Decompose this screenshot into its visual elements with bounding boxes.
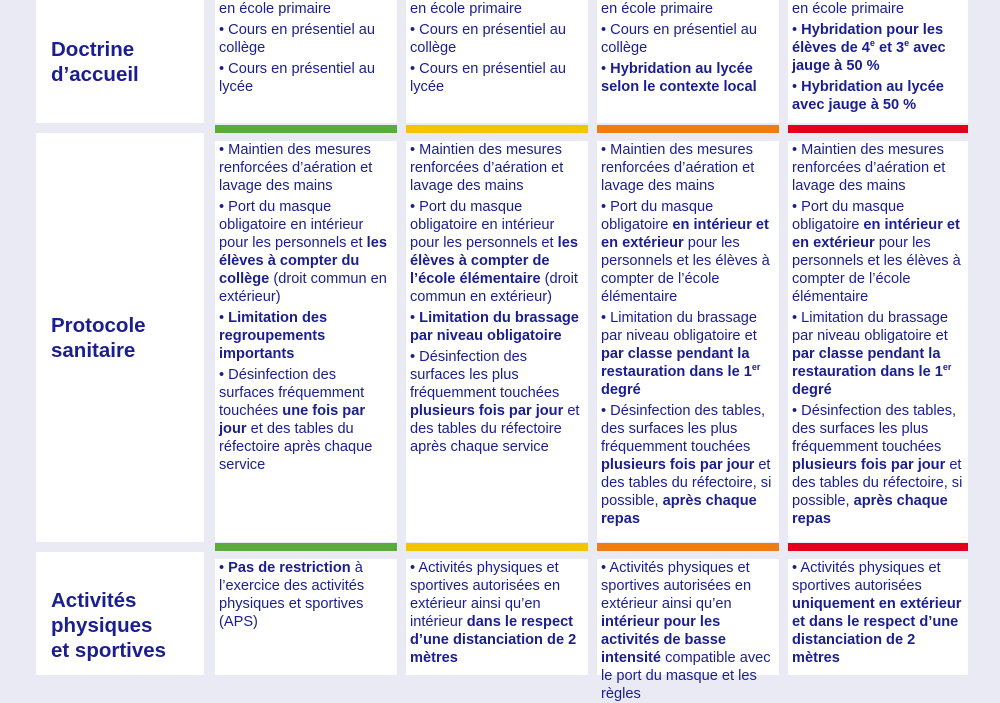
activites-col4-item1: • Activités physiques et sportives autorisées uniquement en extérieur et dans le respect d’une distanciation de 2 mètres — [792, 560, 962, 666]
protocole-col1-item3: • Limitation des regroupements importants — [219, 310, 328, 362]
doctrine-col3-item2: • Cours en présentiel au collège — [601, 22, 758, 56]
protocole-col3-item2: • Port du masque obligatoire en intérieur et en extérieur pour les personnels et les élèves à compter de l’école élémentaire — [601, 199, 770, 305]
protocole-col4-item2: • Port du masque obligatoire en intérieur et en extérieur pour les personnels et les élèves à compter de l’école élémentaire — [792, 199, 961, 305]
row-label-doctrine — [36, 0, 204, 123]
doctrine-cell-yellow — [406, 0, 588, 123]
row-label-protocole-line2: sanitaire — [51, 338, 136, 362]
level-bar-yellow — [406, 125, 588, 133]
level-bar-green-2 — [215, 543, 397, 551]
activites-col2-item1: • Activités physiques et sportives autorisées en extérieur ainsi qu’en intérieur dans le respect d’une distanciation de 2 mètres — [410, 560, 577, 666]
protocole-col3-item3: • Limitation du brassage par niveau obligatoire et par classe pendant la restauration dans le 1er degré — [601, 310, 761, 398]
doctrine-col4-item3: • Hybridation au lycée avec jauge à 50 % — [792, 79, 944, 113]
level-bar-orange-2 — [597, 543, 779, 551]
doctrine-col1-item1: en école primaire — [219, 1, 331, 17]
protocole-cell-red — [788, 141, 968, 542]
row-label-protocole-line1: Protocole — [51, 313, 146, 337]
activites-cell-red — [788, 559, 968, 675]
doctrine-cell-orange — [597, 0, 779, 123]
protocole-col2-item2: • Port du masque obligatoire en intérieur pour les personnels et les élèves à compter de l’école élémentaire (droit commun en extérieur) — [410, 199, 578, 305]
protocole-col4-item3: • Limitation du brassage par niveau obligatoire et par classe pendant la restauration dans le 1er degré — [792, 310, 952, 398]
doctrine-col2-item3: • Cours en présentiel au lycée — [410, 61, 567, 95]
protocole-cell-orange — [597, 141, 779, 542]
activites-cell-green — [215, 559, 397, 675]
activites-col1-item1: • Pas de restriction à l’exercice des activités physiques et sportives (APS) — [219, 560, 365, 630]
doctrine-col3-item1: en école primaire — [601, 1, 713, 17]
row-label-doctrine-line2: d’accueil — [51, 62, 139, 86]
protocole-col3-item1: • Maintien des mesures renforcées d’aération et lavage des mains — [601, 142, 755, 194]
level-bar-red — [788, 125, 968, 133]
protocole-col4-item4: • Désinfection des tables, des surfaces les plus fréquemment touchées plusieurs fois par jour et des tables du réfectoire, si possible, après chaque repas — [792, 403, 963, 527]
activites-col3-item1: • Activités physiques et sportives autorisées en extérieur ainsi qu’en intérieur pour les activités de basse intensité compatible avec le port du masque et les règles — [601, 560, 771, 702]
level-bar-red-2 — [788, 543, 968, 551]
row-label-activites-line2: physiques — [51, 614, 153, 637]
protocole-cell-green — [215, 141, 397, 542]
protocole-col4-item1: • Maintien des mesures renforcées d’aération et lavage des mains — [792, 142, 946, 194]
doctrine-col2-item2: • Cours en présentiel au collège — [410, 22, 567, 56]
protocole-col2-item3: • Limitation du brassage par niveau obligatoire — [410, 310, 579, 344]
protocole-col2-item1: • Maintien des mesures renforcées d’aération et lavage des mains — [410, 142, 564, 194]
doctrine-col3-item3: • Hybridation au lycée selon le contexte local — [601, 61, 757, 95]
protocole-col3-item4: • Désinfection des tables, des surfaces les plus fréquemment touchées plusieurs fois par jour et des tables du réfectoire, si possible, après chaque repas — [601, 403, 772, 527]
level-bar-orange — [597, 125, 779, 133]
protocole-col1-item1: • Maintien des mesures renforcées d’aération et lavage des mains — [219, 142, 373, 194]
protocole-col2-item4: • Désinfection des surfaces les plus fréquemment touchées plusieurs fois par jour et des tables du réfectoire après chaque service — [410, 349, 580, 455]
doctrine-col4-item2: • Hybridation pour les élèves de 4e et 3e avec jauge à 50 % — [792, 22, 946, 74]
protocole-col1-item4: • Désinfection des surfaces fréquemment touchées une fois par jour et des tables du réfectoire après chaque service — [219, 367, 373, 473]
level-bar-green — [215, 125, 397, 133]
protocole-col1-item2: • Port du masque obligatoire en intérieur pour les personnels et les élèves à compter du collège (droit commun en extérieur) — [219, 199, 387, 305]
level-bar-yellow-2 — [406, 543, 588, 551]
activites-cell-yellow — [406, 559, 588, 675]
doctrine-cell-red — [788, 0, 968, 123]
row-label-protocole — [36, 133, 204, 542]
doctrine-col2-item1: en école primaire — [410, 1, 522, 17]
row-label-activites-line1: Activités — [51, 589, 137, 612]
doctrine-col1-item2: • Cours en présentiel au collège — [219, 22, 376, 56]
protocole-cell-yellow — [406, 141, 588, 542]
doctrine-col4-item1: en école primaire — [792, 1, 904, 17]
activites-cell-orange — [597, 559, 779, 702]
row-label-activites-line3: et sportives — [51, 639, 167, 662]
row-label-activites — [36, 552, 204, 675]
doctrine-col1-item3: • Cours en présentiel au lycée — [219, 61, 376, 95]
doctrine-cell-green — [215, 0, 397, 123]
row-label-doctrine-line1: Doctrine — [51, 37, 135, 61]
